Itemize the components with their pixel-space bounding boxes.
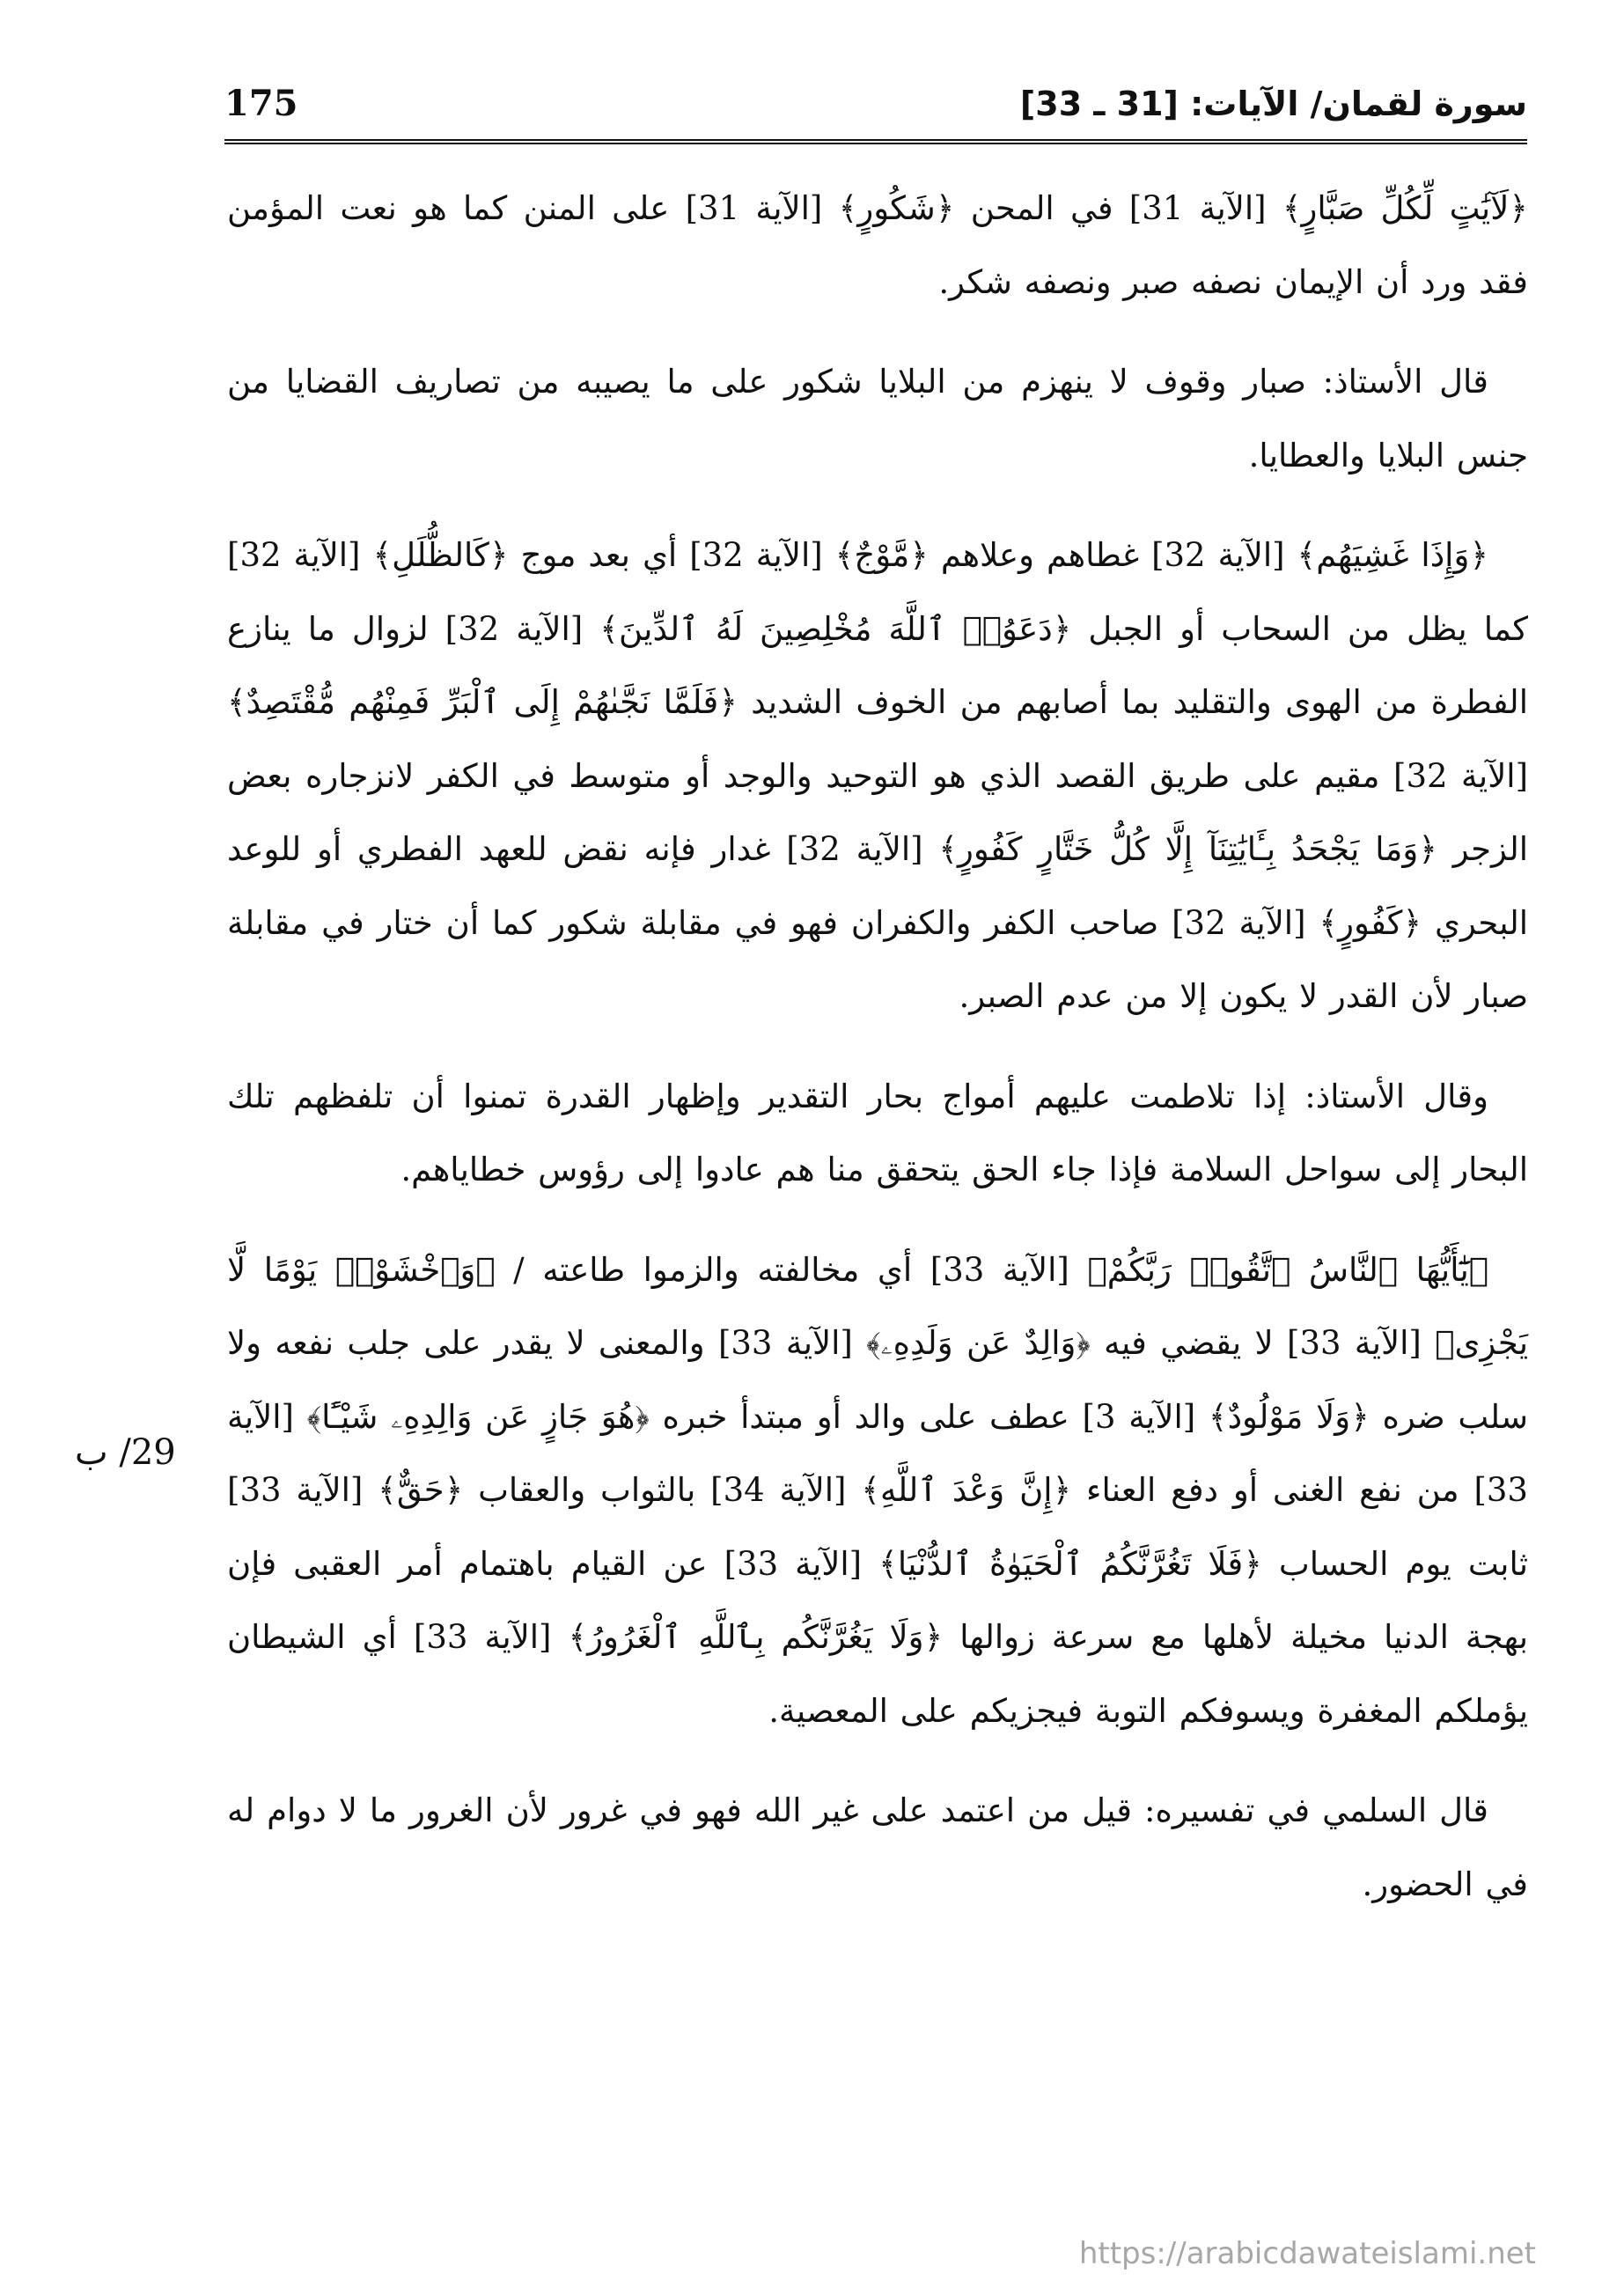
page-number: 175: [224, 83, 298, 124]
paragraph-4: وقال الأستاذ: إذا تلاطمت عليهم أمواج بحار التقدير وإظهار القدرة تمنوا أن تلفظهم تلك البحار إلى سواحل السلامة فإذا جاء الحق يتحقق منا هم عادوا إلى رؤوس خطاياهم.: [227, 1077, 1528, 1188]
paragraph-5: ﴿يَٰٓأَيُّهَا ٱلنَّاسُ ٱتَّقُوا۟ رَبَّكُمْ﴾ [الآية 33] أي مخالفته والزموا طاعته / ﴿وَٱخْشَوْا۟ يَوْمًا لَّا يَجْزِى﴾ [الآية 33] لا يقضي فيه ﴿وَالِدٌ عَن وَلَدِهِۦ﴾ [الآية 33] والمعنى لا يقدر على جلب نفعه ولا سلب ضره ﴿وَلَا مَوْلُودٌ﴾ [الآية 3] عطف على والد أو مبتدأ خبره ﴿هُوَ جَازٍ عَن وَالِدِهِۦ شَيْـًٔا﴾ [الآية 33] من نفع الغنى أو دفع العناء ﴿إِنَّ وَعْدَ ٱللَّهِ﴾ [الآية 34] بالثواب والعقاب ﴿حَقٌّ﴾ [الآية 33] ثابت يوم الحساب ﴿فَلَا تَغُرَّنَّكُمُ ٱلْحَيَوٰةُ ٱلدُّنْيَا﴾ [الآية 33] عن القيام باهتمام أمر العقبى فإن بهجة الدنيا مخيلة لأهلها مع سرعة زوالها ﴿وَلَا يَغُرَّنَّكُم بِٱللَّهِ ٱلْغَرُورُ﴾ [الآية 33] أي الشيطان يؤملكم المغفرة ويسوفكم التوبة فيجزيكم على المعصية.: [227, 1250, 1529, 1730]
margin-folio-note: 29/ ب: [75, 1432, 176, 1473]
paragraph-1: ﴿لَآيَٰتٍ لِّكُلِّ صَبَّارٍ﴾ [الآية 31] في المحن ﴿شَكُورٍ﴾ [الآية 31] على المنن كما هو نعت المؤمن فقد ورد أن الإيمان نصفه صبر ونصفه شكر.: [227, 189, 1528, 301]
paragraph-3: ﴿وَإِذَا غَشِيَهُم﴾ [الآية 32] غطاهم وعلاهم ﴿مَّوْجٌ﴾ [الآية 32] أي بعد موج ﴿كَالظُّلَلِ﴾ [الآية 32] كما يظل من السحاب أو الجبل ﴿دَعَوُا۟ ٱللَّهَ مُخْلِصِينَ لَهُ ٱلدِّينَ﴾ [الآية 32] لزوال ما ينازع الفطرة من الهوى والتقليد بما أصابهم من الخوف الشديد ﴿فَلَمَّا نَجَّىٰهُمْ إِلَى ٱلْبَرِّ فَمِنْهُم مُّقْتَصِدٌ﴾ [الآية 32] مقيم على طريق القصد الذي هو التوحيد والوجد أو متوسط في الكفر لانزجاره بعض الزجر ﴿وَمَا يَجْحَدُ بِـَٔايَٰتِنَآ إِلَّا كُلُّ خَتَّارٍ كَفُورٍ﴾ [الآية 32] غدار فإنه نقض للعهد الفطري أو للوعد البحري ﴿كَفُورٍ﴾ [الآية 32] صاحب الكفر والكفران فهو في مقابلة شكور كما أن ختار في مقابلة صبار لأن القدر لا يكون إلا من عدم الصبر.: [227, 536, 1529, 1015]
running-title: سورة لقمان/ الآيات: [31 ـ 33]: [1019, 85, 1527, 123]
paragraph-6: قال السلمي في تفسيره: قيل من اعتمد على غير الله فهو في غرور لأن الغرور ما لا دوام له في الحضور.: [227, 1791, 1528, 1903]
body-text: [227, 172, 1528, 1947]
watermark-url: https://arabicdawateislami.net: [1078, 2236, 1536, 2271]
paragraph-2: قال الأستاذ: صبار وقوف لا ينهزم من البلايا شكور على ما يصيبه من تصاريف القضايا من جنس البلايا والعطايا.: [227, 363, 1528, 475]
page-header: [224, 77, 1527, 144]
